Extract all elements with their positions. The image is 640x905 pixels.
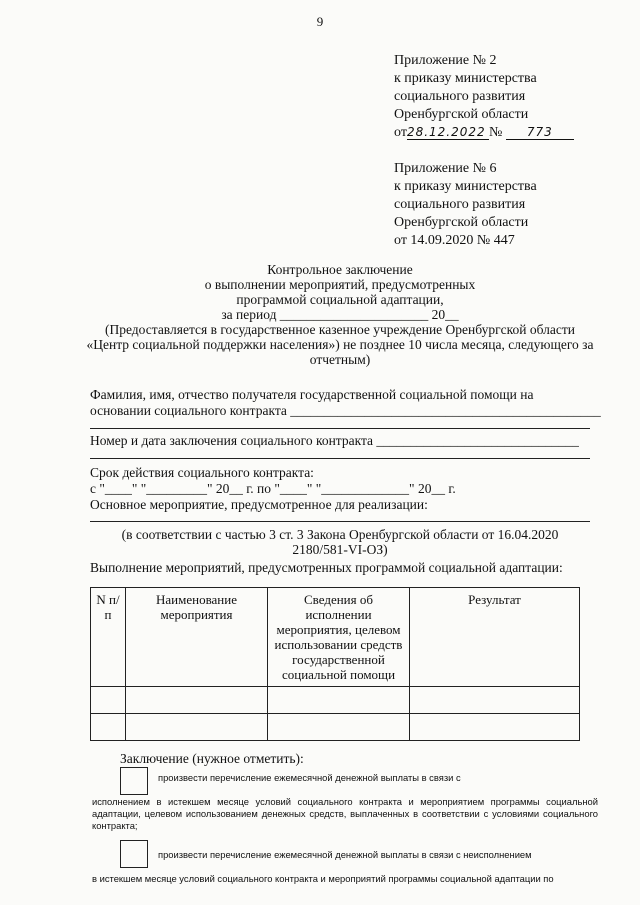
page-number: 9 [316,14,324,29]
law-note-line: 2180/581-VI-ОЗ) [292,542,388,557]
header-event-name: Наименование мероприятия [126,588,268,687]
table-row [91,714,580,741]
option2-checkbox[interactable] [120,840,148,868]
table-cell [268,714,410,741]
appendix-6-line: от 14.09.2020 № 447 [394,233,515,248]
option2-text: произвести перечисление ежемесячной денежной выплаты в связи с неисполнением [158,849,532,860]
title-note-line: «Центр социальной поддержки населения») не позднее 10 числа месяца, следующего за [86,337,594,352]
separator-line [90,428,590,429]
handwritten-number: 773 [506,125,574,140]
appendix-6-line: социального развития [394,197,526,212]
appendix-6-line: к приказу министерства [394,179,537,194]
option1-text: произвести перечисление ежемесячной денежной выплаты в связи с [158,772,461,783]
table-cell [91,714,126,741]
table-cell [410,687,580,714]
header-number: N п/п [91,588,126,687]
title-note-line: отчетным) [309,352,371,367]
appendix-6-title: Приложение № 6 [394,161,497,176]
document-title [60,262,620,367]
law-reference-note [80,527,600,557]
separator-line [90,521,590,522]
number-prefix: № [488,125,503,140]
appendix-2-line: к приказу министерства [394,71,537,86]
appendix-6-line: Оренбургской области [394,215,529,230]
option1-continuation: исполнением в истекшем месяце условий социального контракта и мероприятием программы социальной адаптации, целевом использованием денежных средств, выплаченных в соответствии с условиями социального контракта; [92,796,598,831]
handwritten-date: 28.12.2022 [407,125,489,140]
title-line: Контрольное заключение [267,262,413,277]
conclusion-heading: Заключение (нужное отметить): [120,751,304,766]
contract-number-line: Номер и дата заключения социального контракта ______________________________ [90,433,579,448]
title-period-line: за период ______________________ 20__ [221,307,459,322]
table-cell [126,687,268,714]
header-execution-info: Сведения об исполнении мероприятия, целевом использовании средств государственной социальной помощи [268,588,410,687]
title-line: программой социальной адаптации, [236,292,444,307]
table-header-row [91,588,580,687]
appendix-2-title: Приложение № 2 [394,53,497,68]
title-line: о выполнении мероприятий, предусмотренных [204,277,476,292]
table-cell [91,687,126,714]
fio-label: Фамилия, имя, отчество получателя государственной социальной помощи на [90,387,534,402]
events-table [90,587,580,741]
execution-heading: Выполнение мероприятий, предусмотренных программой социальной адаптации: [90,560,563,575]
contract-term-label: Срок действия социального контракта: [90,465,314,480]
fio-field-line: основании социального контракта ______________________________________________ [90,403,601,418]
separator-line [90,458,590,459]
table-row [91,687,580,714]
header-result: Результат [410,588,580,687]
table-cell [410,714,580,741]
date-prefix: от [394,125,407,140]
law-note-line: (в соответствии с частью 3 ст. 3 Закона Оренбургской области от 16.04.2020 [121,527,559,542]
table-cell [126,714,268,741]
contract-term-dates: с "____" "_________" 20__ г. по "____" "_____________" 20__ г. [90,481,456,496]
appendix-2-date-line [394,124,634,142]
appendix-2-block [394,52,634,142]
option2-continuation: в истекшем месяце условий социального контракта и мероприятий программы социальной адаптации по [92,873,554,884]
main-event-label: Основное мероприятие, предусмотренное для реализации: [90,497,428,512]
option1-checkbox[interactable] [120,767,148,795]
table-cell [268,687,410,714]
appendix-6-block [394,160,634,250]
appendix-2-line: социального развития [394,89,526,104]
appendix-2-line: Оренбургской области [394,107,529,122]
title-note-line: (Предоставляется в государственное казенное учреждение Оренбургской области [105,322,575,337]
